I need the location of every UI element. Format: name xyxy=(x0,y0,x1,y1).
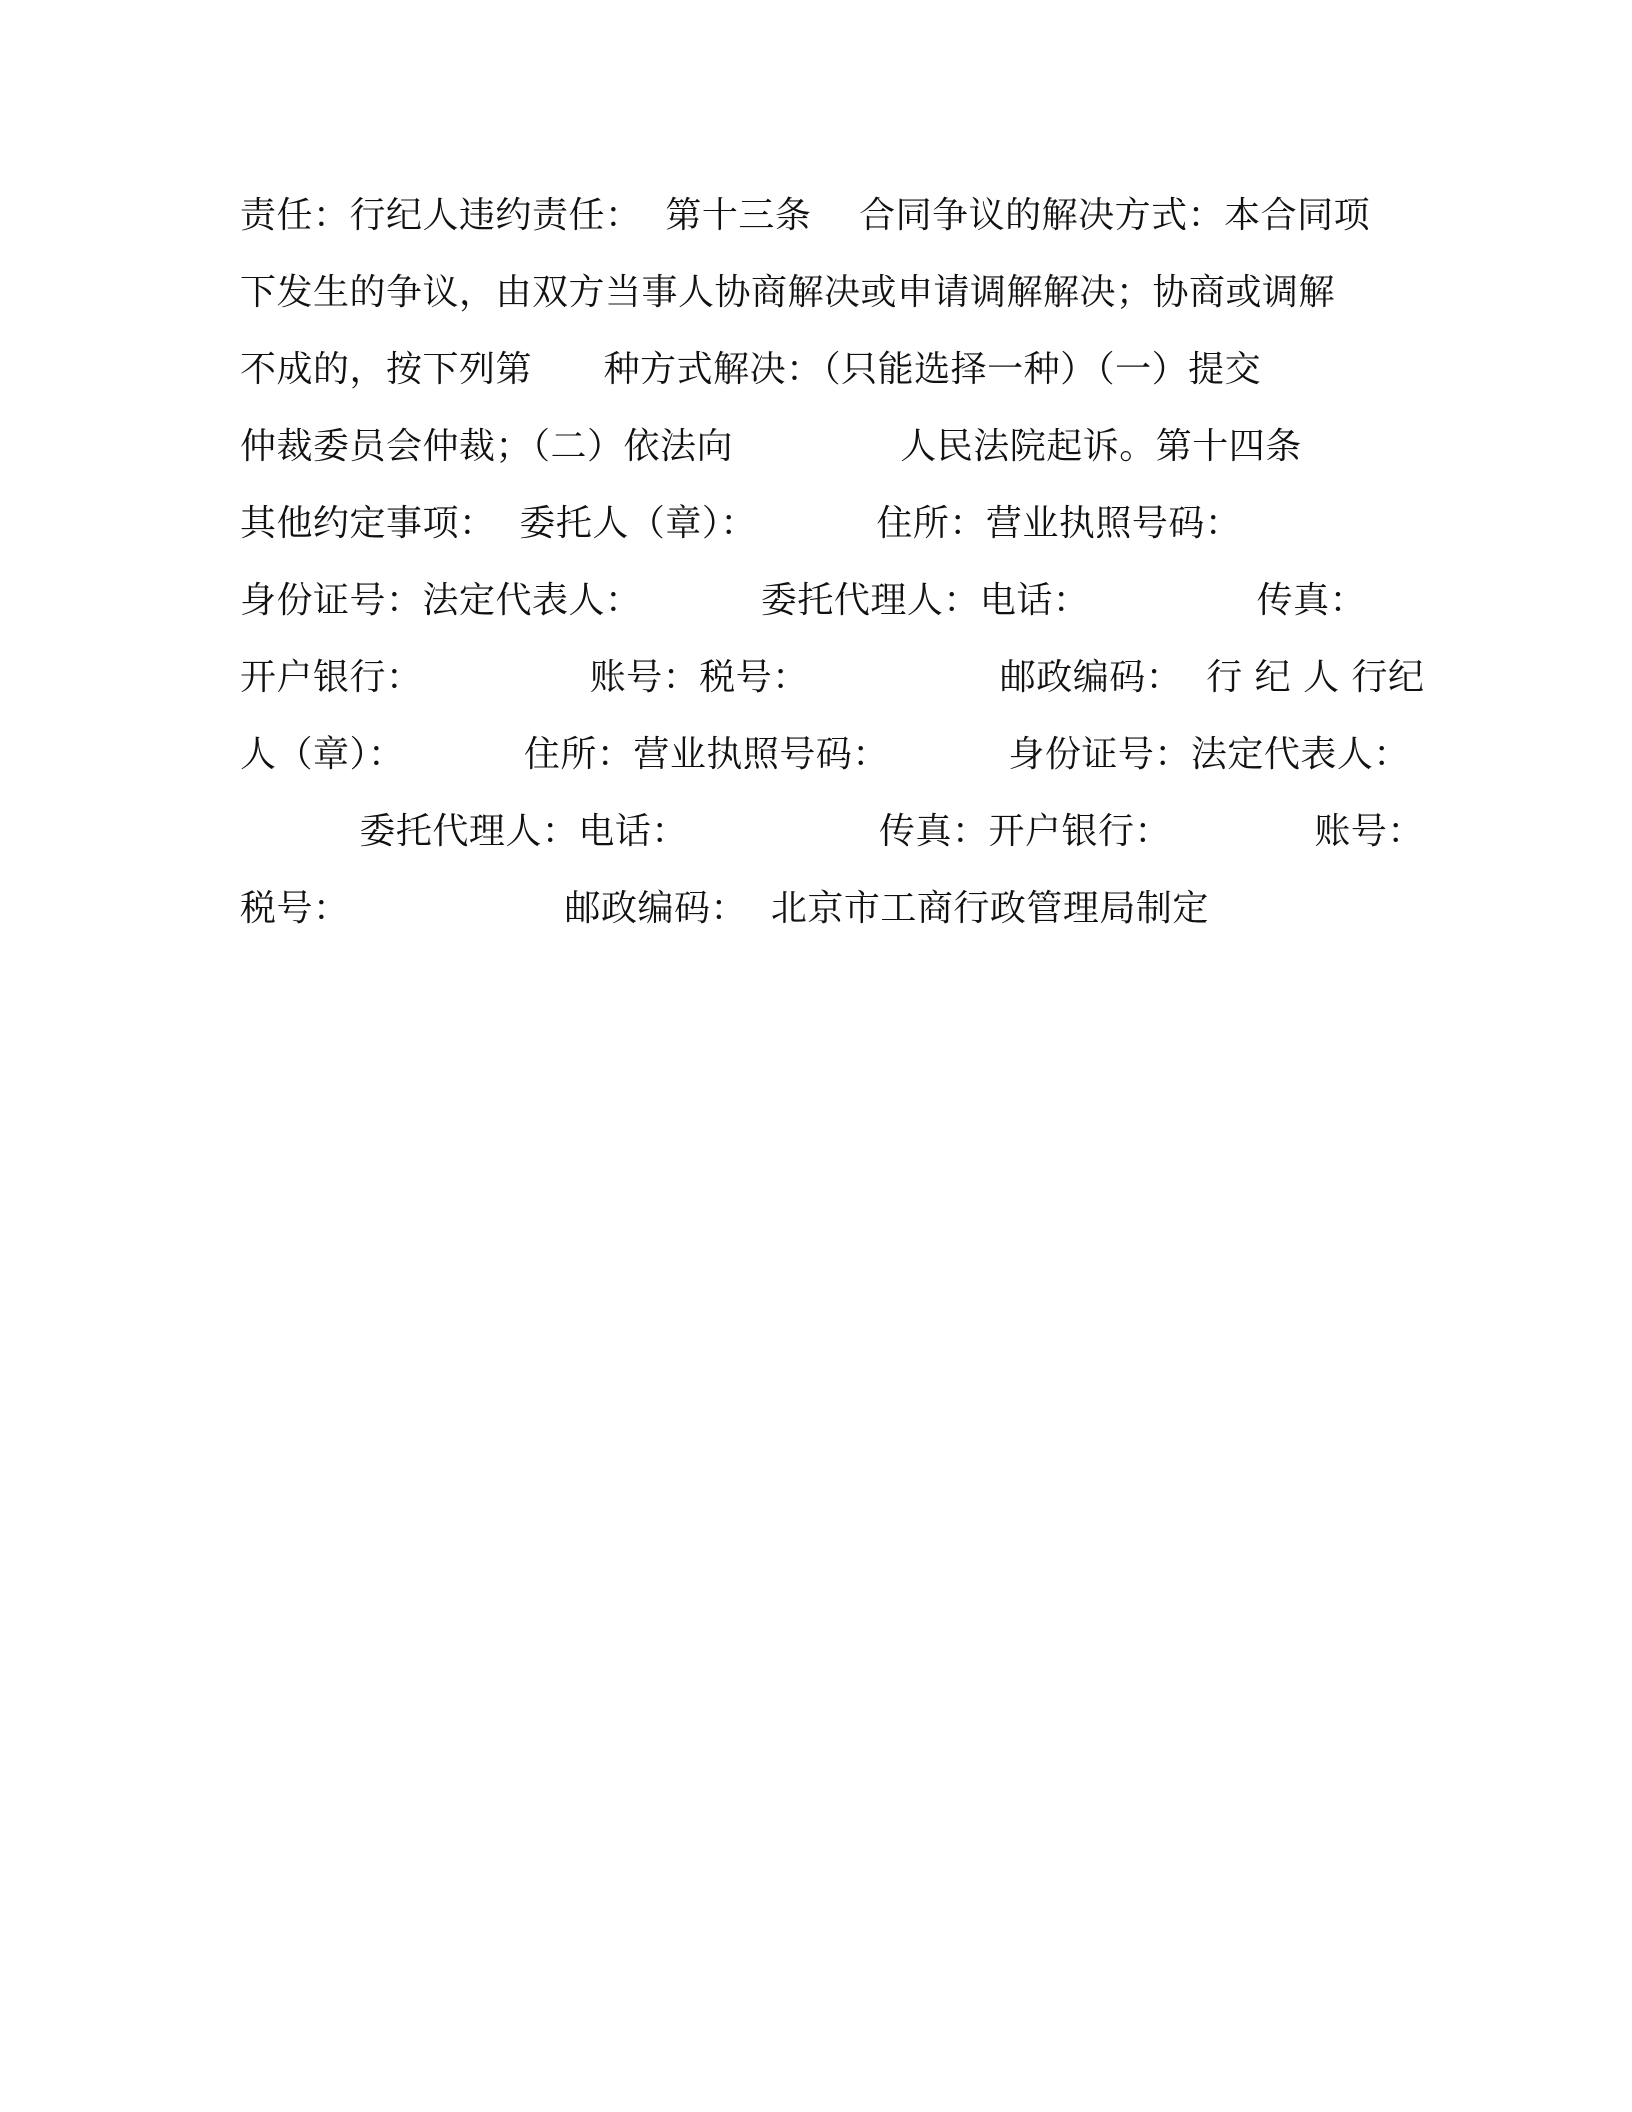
text-line-5: 其他约定事项： 委托人（章）： 住所：营业执照号码： xyxy=(240,503,1242,544)
text-line-9: 委托代理人：电话： 传真：开户银行： 账号： xyxy=(240,811,1424,852)
text-line-3: 不成的，按下列第 种方式解决：（只能选择一种）（一）提交 xyxy=(240,349,1262,390)
text-line-1: 责任：行纪人违约责任： 第十三条 合同争议的解决方式：本合同项 xyxy=(240,195,1371,236)
contract-text-block xyxy=(240,188,1425,958)
text-line-8: 人（章）： 住所：营业执照号码： 身份证号：法定代表人： xyxy=(240,734,1410,775)
text-line-2: 下发生的争议，由双方当事人协商解决或申请调解解决；协商或调解 xyxy=(240,272,1336,313)
text-line-6: 身份证号：法定代表人： 委托代理人：电话： 传真： xyxy=(240,580,1367,621)
text-line-4: 仲裁委员会仲裁；（二）依法向 人民法院起诉。第十四条 xyxy=(240,426,1302,467)
text-line-10: 税号： 邮政编码： 北京市工商行政管理局制定 xyxy=(240,888,1209,929)
text-line-7: 开户银行： 账号：税号： 邮政编码： 行 纪 人 行纪 xyxy=(240,657,1425,698)
